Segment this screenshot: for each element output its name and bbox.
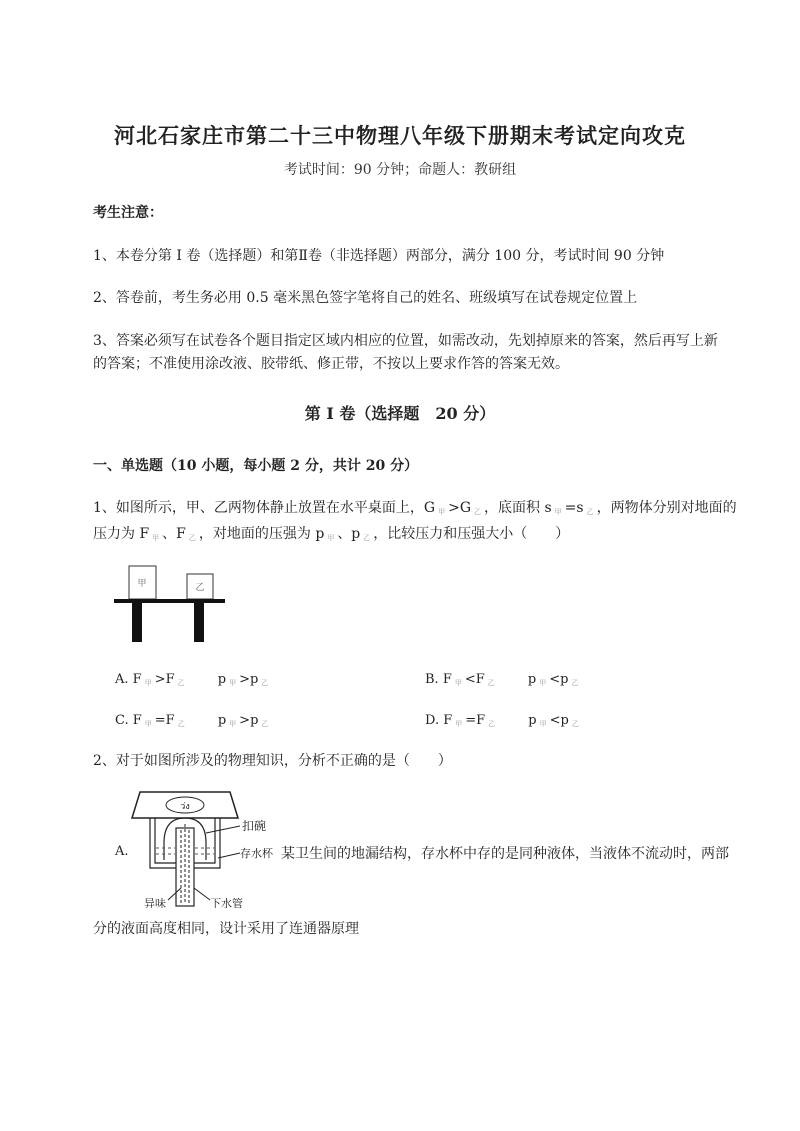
- subscript: 甲: [229, 720, 237, 728]
- text-segment: ，两物体分别对地面的: [596, 500, 737, 516]
- subscript: 乙: [177, 679, 185, 687]
- text-segment: 1、如图所示，甲、乙两物体静止放置在水平桌面上，G: [93, 500, 436, 516]
- q2-option-a-label[interactable]: A.: [115, 844, 129, 859]
- subscript: 乙: [487, 679, 495, 687]
- page-title: 河北石家庄市第二十三中物理八年级下册期末考试定向攻克: [114, 123, 686, 148]
- box-yi-label: 乙: [195, 583, 205, 593]
- subscript: 甲: [539, 720, 547, 728]
- text-segment: >p: [239, 713, 259, 728]
- q1-table-figure: [110, 562, 230, 644]
- section-title: 第 I 卷（选择题 20 分）: [304, 404, 496, 423]
- exam-info: 考试时间：90 分钟；命题人：教研组: [283, 162, 517, 178]
- text-segment: >F: [154, 672, 175, 687]
- text-segment: D. F: [425, 713, 453, 728]
- part-heading: 一、单选题（10 小题，每小题 2 分，共计 20 分）: [93, 458, 419, 474]
- subscript: 甲: [454, 679, 462, 687]
- q1-option-a[interactable]: [115, 668, 271, 688]
- text-segment: <F: [464, 672, 485, 687]
- notice-heading: 考生注意：: [93, 205, 163, 221]
- label-bowl: 扣碗: [242, 819, 267, 833]
- text-segment: <p: [549, 672, 569, 687]
- subscript: 乙: [261, 679, 269, 687]
- q1-option-c[interactable]: [115, 709, 271, 729]
- label-water-cup: 存水杯: [240, 847, 273, 860]
- q2-option-a-text: 某卫生间的地漏结构，存水杯中存的是同种液体，当液体不流动时，两部: [281, 846, 729, 862]
- text-segment: 、p: [337, 526, 361, 542]
- subscript: 乙: [188, 534, 196, 542]
- svg-text:ว่ง: ว่ง: [180, 802, 190, 812]
- notice-item-3-cont: 的答案；不准使用涂改液、胶带纸、修正带，不按以上要求作答的答案无效。: [93, 356, 569, 372]
- text-segment: =s: [564, 500, 584, 516]
- text-segment: 压力为 F: [93, 526, 150, 542]
- q2-stem: 2、对于如图所涉及的物理知识，分析不正确的是（ ）: [93, 753, 452, 769]
- q1-stem-line2: [93, 523, 569, 543]
- notice-item-3: 3、答案必须写在试卷各个题目指定区域内相应的位置，如需改动，先划掉原来的答案，然后再写上新: [93, 333, 718, 349]
- subscript: 乙: [571, 720, 579, 728]
- subscript: 乙: [261, 720, 269, 728]
- text-segment: =F: [465, 713, 486, 728]
- text-segment: C. F: [115, 713, 142, 728]
- subscript: 甲: [327, 534, 335, 542]
- subscript: 乙: [586, 508, 594, 516]
- subscript: 乙: [177, 720, 185, 728]
- text-segment: A. F: [115, 672, 142, 687]
- q1-stem-line1: [93, 497, 737, 517]
- notice-item-2: 2、答卷前，考生务必用 0.5 毫米黑色签字笔将自己的姓名、班级填写在试卷规定位置上: [93, 290, 638, 306]
- subscript: 乙: [363, 534, 371, 542]
- text-segment: ，对地面的压强为 p: [198, 526, 325, 542]
- subscript: 甲: [554, 508, 562, 516]
- subscript: 乙: [571, 679, 579, 687]
- text-segment: p: [498, 713, 537, 728]
- label-odor: 异味: [144, 897, 166, 908]
- subscript: 乙: [488, 720, 496, 728]
- subscript: 甲: [455, 720, 463, 728]
- subscript: 甲: [144, 679, 152, 687]
- subscript: 甲: [438, 508, 446, 516]
- subscript: 甲: [229, 679, 237, 687]
- text-segment: p: [497, 672, 537, 687]
- text-segment: >G: [448, 500, 472, 516]
- subscript: 甲: [144, 720, 152, 728]
- subscript: 甲: [539, 679, 547, 687]
- text-segment: <p: [549, 713, 569, 728]
- text-segment: =F: [154, 713, 175, 728]
- subscript: 甲: [152, 534, 160, 542]
- notice-item-1: 1、本卷分第 I 卷（选择题）和第Ⅱ卷（非选择题）两部分，满分 100 分，考试时间 90 分钟: [93, 248, 665, 264]
- subscript: 乙: [474, 508, 482, 516]
- q2-option-a-text-cont: 分的液面高度相同，设计采用了连通器原理: [93, 921, 359, 937]
- floor-drain-figure: [128, 788, 288, 908]
- box-jia-label: 甲: [137, 579, 147, 589]
- text-segment: p: [187, 672, 227, 687]
- q1-option-d[interactable]: [425, 709, 582, 729]
- text-segment: ，比较压力和压强大小（ ）: [373, 526, 570, 542]
- text-segment: >p: [239, 672, 259, 687]
- text-segment: 、F: [162, 526, 186, 542]
- label-drain-pipe: 下水管: [210, 897, 243, 908]
- text-segment: B. F: [425, 672, 452, 687]
- text-segment: p: [187, 713, 227, 728]
- q1-option-b[interactable]: [425, 668, 581, 688]
- text-segment: ，底面积 s: [484, 500, 552, 516]
